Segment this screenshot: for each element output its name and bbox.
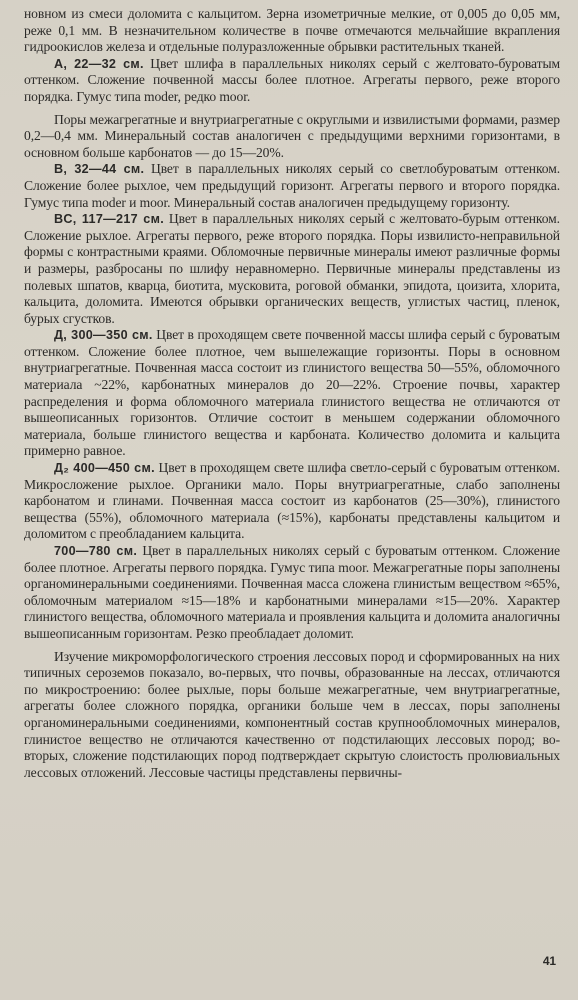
paragraph-horizon-700 — [24, 543, 560, 643]
paragraph-text: Цвет в параллельных николях серый со светлобуроватым оттенком. Сложение более рыхлое, чем предыдущий горизонт. Агрегаты первого и второго порядка. Гумус типа moder и moor. Минеральный состав аналогичен предыдущему горизонту. — [24, 161, 561, 210]
horizon-heading: A, 22—32 см. — [54, 56, 144, 71]
paragraph-horizon-a — [24, 56, 560, 106]
horizon-heading: Д₂ 400—450 см. — [54, 461, 155, 476]
horizon-heading: B, 32—44 см. — [54, 162, 145, 177]
paragraph-text: Цвет шлифа в параллельных николях серый с желтовато-буроватым оттенком. Сложение почвенной массы более плотное. Агрегаты первого, реже второго порядка. Гумус типа moder, редко moor. — [24, 55, 560, 104]
paragraph-text: Цвет в параллельных николях серый с буроватым оттенком. Сложение более плотное. Агрегаты первого порядка. Гумус типа moor. Межагрегатные поры заполнены органоминеральными соединениями. Почвенная масса сложена глинистым веществом ≈65%, обломочным материалом ≈15—18% и карбонатными минералами ≈15—20%. Характер глинистого вещества, обломочного материала и проявления кальцита и доломита аналогичны вышеописанным горизонтам. Резко преобладает доломит. — [24, 543, 560, 641]
horizon-heading: BC, 117—217 см. — [54, 212, 165, 227]
paragraph-conclusion — [24, 649, 560, 782]
paragraph-text: новном из смеси доломита с кальцитом. Зерна изометричные мелкие, от 0,005 до 0,05 мм, реже 0,1 мм. В незначительном количестве в почве отмечаются мельчайшие вкрапления гидроокислов железа и отдельные полуразложенные обрывки растительных тканей. — [24, 6, 560, 55]
paragraph-horizon-b — [24, 161, 560, 211]
paragraph-text: Поры межагрегатные и внутриагрегатные с округлыми и извилистыми формами, размер 0,2—0,4 мм. Минеральный состав аналогичен с предыдущими верхними горизонтами, в основном больше карбонатов — до 15—20%. — [24, 111, 560, 160]
paragraph-pores — [24, 112, 560, 162]
paragraph-text: Изучение микроморфологического строения лессовых пород и сформированных на них типичных сероземов показало, во-первых, что почвы, образованные на лессах, отличаются по микростроению: более рыхлые, поры больше межагрегатные, чем внутриагрегатные, агрегаты более сложного порядка, органики больше чем в лессах, поры заполнены органоминеральными соединениями, компонентный состав крупнообломочных минералов, глинистое вещество не отличаются качественно от подстилающих лессовых пород; во-вторых, сложение подстилающих пород подтверждает скрытую слоистость пролювиальных лессовых отложений. Лессовые частицы представлены первичны- — [24, 648, 560, 780]
paragraph-text: Цвет в параллельных николях серый с желтовато-бурым оттенком. Сложение рыхлое. Агрегаты первого, реже второго порядка. Поры извилисто-неправильной формы с контрастными краями. Обломочные первичные минералы имеют различные формы и размеры, разбросаны по шлифу неравномерно. Первичные минералы представлены из полевых шпатов, кварца, биотита, мусковита, роговой обманки, эпидота, цоизита, хлорита, кальцита, доломита. Имеются обрывки органических веществ, углистых частиц, пленок, бурых сгустков. — [24, 211, 560, 326]
paragraph-horizon-d — [24, 327, 560, 460]
page-number: 41 — [542, 954, 556, 969]
paragraph-text: Цвет в проходящем свете шлифа светло-серый с буроватым оттенком. Микросложение рыхлое. Органики мало. Поры внутриагрегатные, слабо заполнены карбонатом и глинами. Почвенная масса состоит из карбонатов (25—30%), глинистого вещества (55%), обломочного материала (≈15%), карбонаты представлены кальцитом и доломитом с преобладанием кальцита. — [24, 460, 560, 542]
paragraph-text: Цвет в проходящем свете почвенной массы шлифа серый с буроватым оттенком. Сложение более плотное, чем вышележащие горизонты. Поры в основном внутриагрегатные. Почвенная масса состоит из глинистого вещества 50—55%, обломочного материала ~22%, карбонатных минералов до 20—22%. Строение почвы, характер распределения и форма обломочного материала глинистого вещества не отличаются от вышеописанных горизонтов. Отличие состоит в меньшем содержании обломочного материала, больше глинистого вещества и карбоната. Количество доломита и кальцита примерно равное. — [24, 327, 560, 459]
paragraph-horizon-bc — [24, 211, 560, 327]
paragraph-horizon-d2 — [24, 460, 560, 543]
horizon-heading: Д, 300—350 см. — [54, 328, 153, 343]
horizon-heading: 700—780 см. — [54, 544, 138, 558]
paragraph-continuation — [24, 6, 560, 56]
